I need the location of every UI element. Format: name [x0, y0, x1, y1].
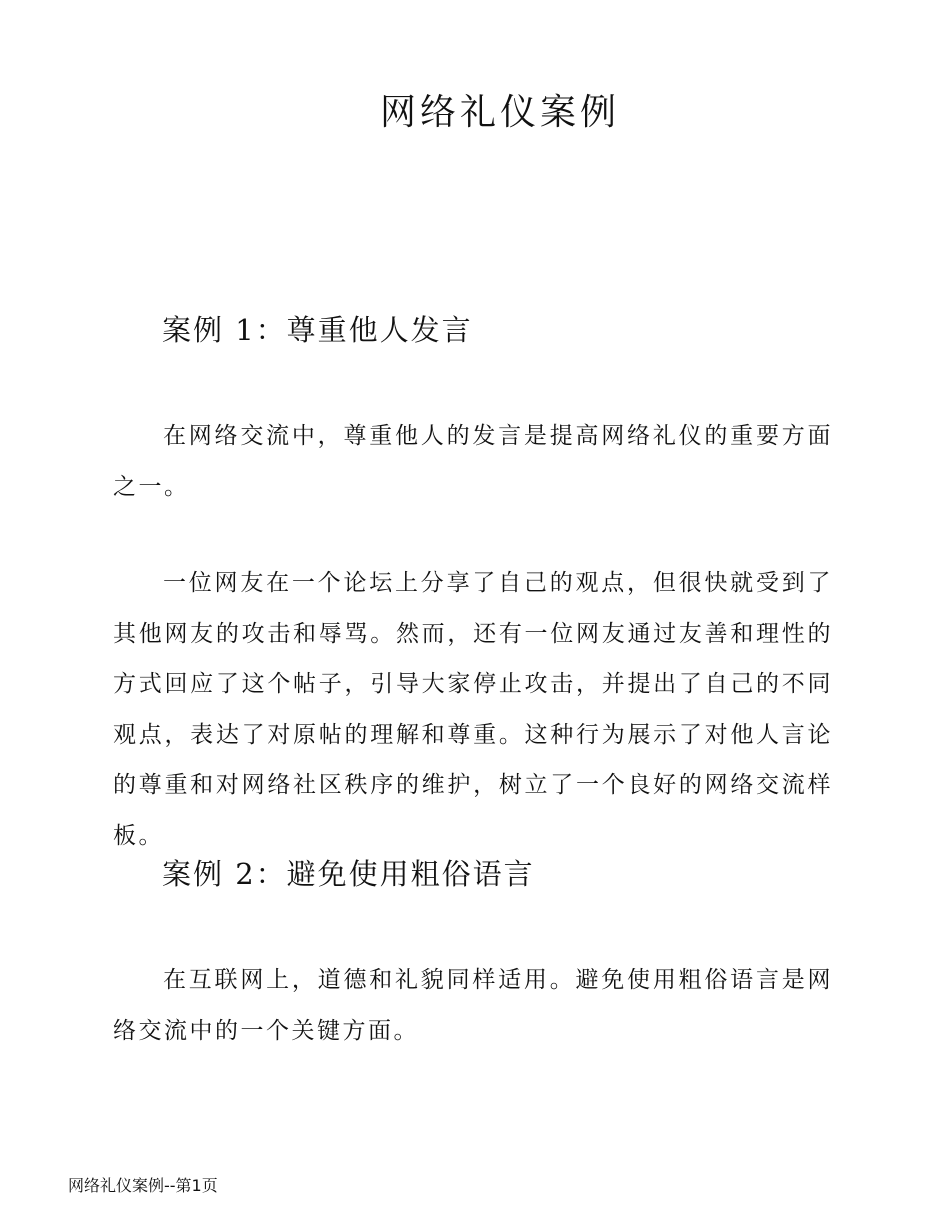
section-1-paragraph-2: 一位网友在一个论坛上分享了自己的观点，但很快就受到了其他网友的攻击和辱骂。然而，还有一位网友通过友善和理性的方式回应了这个帖子，引导大家停止攻击，并提出了自己的不同观点，表达了对原帖的理解和尊重。这种行为展示了对他人言论的尊重和对网络社区秩序的维护，树立了一个良好的网络交流样板。: [113, 570, 833, 849]
section-2-paragraph-1: 在互联网上，道德和礼貌同样适用。避免使用粗俗语言是网络交流中的一个关键方面。: [113, 967, 833, 1044]
section-heading-2: 案例 2：避免使用粗俗语言: [162, 857, 535, 891]
section-heading-1: 案例 1：尊重他人发言: [162, 313, 473, 347]
page-footer: 网络礼仪案例--第1页: [68, 1176, 218, 1195]
section-1-paragraph-1: 在网络交流中，尊重他人的发言是提高网络礼仪的重要方面之一。: [113, 423, 833, 500]
document-title: 网络礼仪案例: [379, 92, 620, 133]
